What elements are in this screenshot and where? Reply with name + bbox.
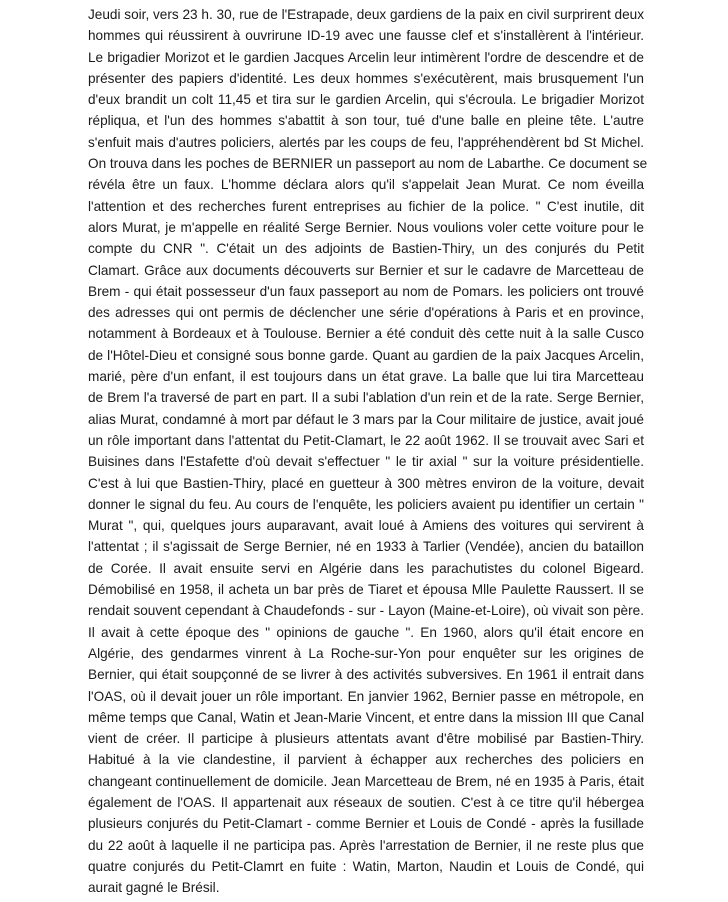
text-line: répliqua, et l'un des hommes s'abattit à son tour, tué d'une balle en pleine tête. L'autre [88,113,644,129]
text-line: On trouva dans les poches de BERNIER un passeport au nom de Labarthe. Ce document se [88,156,648,172]
text-line: Bernier, qui était soupçonné de se livrer à des activités subversives. En 1961 il entrait dans [88,667,644,683]
text-line: compte du CNR ". C'était un des adjoints de Bastien-Thiry, un des conjurés du Petit [88,241,644,257]
text-line: alors Murat, je m'appelle en réalité Serge Bernier. Nous voulions voler cette voiture pour le [88,219,644,235]
text-line: vient de créer. Il participe à plusieurs attentats avant d'être mobilisé par Bastien-Thiry. [88,731,644,747]
text-line: Habitué à la vie clandestine, il parvient à échapper aux recherches des policiers en [88,752,644,768]
text-line: plusieurs conjurés du Petit-Clamart - comme Bernier et Louis de Condé - après la fusillade [88,816,644,832]
text-line: Buisines dans l'Estafette d'où devait s'effectuer " le tir axial " sur la voiture présidentielle. [88,454,644,470]
text-line: aurait gagné le Brésil. [88,880,220,896]
text-line: Il avait à cette époque des " opinions de gauche ". En 1960, alors qu'il était encore en [88,624,644,640]
text-line: Le brigadier Morizot et le gardien Jacques Arcelin leur intimèrent l'ordre de descendre et de [88,49,644,65]
text-line: même temps que Canal, Watin et Jean-Marie Vincent, et entre dans la mission III que Canal [88,709,644,725]
text-line: un rôle important dans l'attentat du Petit-Clamart, le 22 août 1962. Il se trouvait avec Sari et [88,432,644,448]
text-line: quatre conjurés du Petit-Clamrt en fuite : Watin, Marton, Naudin et Louis de Condé, qui [88,858,644,874]
text-line: du 22 août à laquelle il ne participa pas. Après l'arrestation de Bernier, il ne reste plus que [88,837,644,853]
text-line: de l'Hôtel-Dieu et consigné sous bonne garde. Quant au gardien de la paix Jacques Arcelin, [88,347,644,363]
text-line: rendait souvent cependant à Chaudefonds - sur - Layon (Maine-et-Loire), où vivait son père. [88,603,644,619]
text-line: révéla être un faux. L'homme déclara alors qu'il s'appelait Jean Murat. Ce nom éveilla [88,177,644,193]
text-line: des adresses qui ont permis de déclencher une série d'opérations à Paris et en province, [88,305,644,321]
text-line: changeant continuellement de domicile. Jean Marcetteau de Brem, né en 1935 à Paris, était [88,773,644,789]
text-line: alias Murat, condamné à mort par défaut le 3 mars par la Cour militaire de justice, avait joué [88,411,644,427]
text-line: Jeudi soir, vers 23 h. 30, rue de l'Estrapade, deux gardiens de la paix en civil surprirent deux [88,7,644,22]
text-line: présenter des papiers d'identité. Les deux hommes s'exécutèrent, mais brusquement l'un [88,70,644,86]
text-line: l'attention et des recherches furent entreprises au fichier de la police. " C'est inutile, dit [88,198,644,214]
text-line: Démobilisé en 1958, il acheta un bar près de Tiaret et épousa Mlle Paulette Raussert. Il se [88,582,644,598]
article-text [88,4,648,898]
text-line: de Brem l'a traversé de part en part. Il a subi l'ablation d'un rein et de la rate. Serge Bernier, [88,390,644,406]
text-line: marié, père d'un enfant, il est toujours dans un état grave. La balle que lui tira Marcetteau [88,369,644,385]
text-line: Clamart. Grâce aux documents découverts sur Bernier et sur le cadavre de Marcetteau de [88,262,644,278]
text-line: hommes qui réussirent à ouvrirune ID-19 avec une fausse clef et s'installèrent à l'intérieur. [88,28,644,44]
text-line: s'enfuit mais d'autres policiers, alertés par les coups de feu, l'appréhendèrent bd St Michel. [88,134,644,150]
text-line: d'eux brandit un colt 11,45 et tira sur le gardien Arcelin, qui s'écroula. Le brigadier Morizot [88,92,644,108]
text-line: l'OAS, où il devait jouer un rôle important. En janvier 1962, Bernier passe en métropole, en [88,688,644,704]
text-line: Brem - qui était possesseur d'un faux passeport au nom de Pomars. les policiers ont trouvé [88,283,644,299]
text-line: également de l'OAS. Il appartenait aux réseaux de soutien. C'est à ce titre qu'il hébergea [88,794,644,810]
text-line: donner le signal du feu. Au cours de l'enquête, les policiers avaient pu identifier un certain " [88,496,644,512]
text-line: C'est à lui que Bastien-Thiry, placé en guetteur à 300 mètres environ de la voiture, devait [88,475,644,491]
text-line: Murat ", qui, quelques jours auparavant, avait loué à Amiens des voitures qui servirent à [88,518,644,534]
text-line: notamment à Bordeaux et à Toulouse. Bernier a été conduit dès cette nuit à la salle Cusco [88,326,644,342]
text-line: de Corée. Il avait ensuite servi en Algérie dans les parachutistes du colonel Bigeard. [88,560,644,576]
text-line: Algérie, des gendarmes vinrent à La Roche-sur-Yon pour enquêter sur les origines de [88,645,644,661]
text-line: l'attentat ; il s'agissait de Serge Bernier, né en 1933 à Tarlier (Vendée), ancien du bataillon [88,539,644,555]
